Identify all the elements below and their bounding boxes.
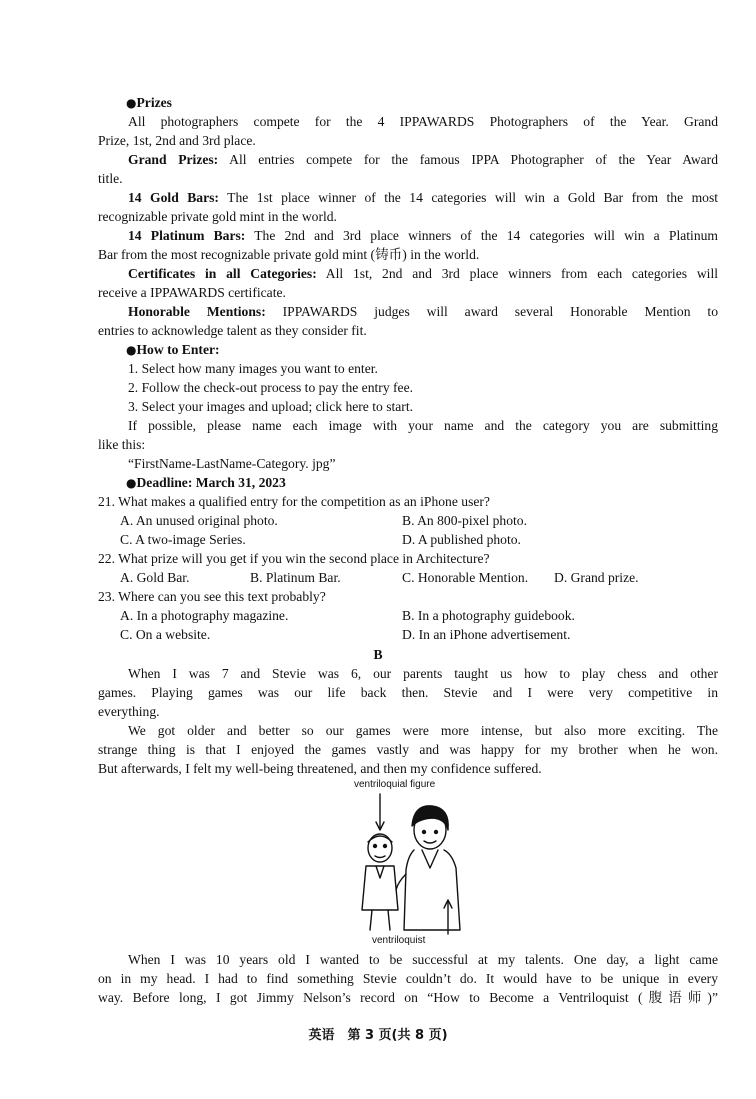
how-to-enter-heading: ●How to Enter: [126,342,220,357]
passage-b-p3-l3: way. Before long, I got Jimmy Nelson’s record on “How to Become a Ventriloquist (腹语师)” [98,990,718,1005]
honorable-label: Honorable Mentions: [128,304,266,319]
q21-option-d: D. A published photo. [402,532,521,547]
ventriloquist-illustration [350,790,470,940]
grand-prizes-text: All entries compete for the famous IPPA Photographer of the Year Award [218,152,718,167]
q23-option-a: A. In a photography magazine. [120,608,289,623]
gold-bars-label: 14 Gold Bars: [128,190,219,205]
filename-example: “FirstName-LastName-Category. jpg” [128,456,336,471]
page-footer: 英语 第 3 页(共 8 页) [308,1028,448,1043]
passage-b-p2: We got older and better so our games were more intense, but also more exciting. The [128,723,718,738]
figure-caption-top: ventriloquial figure [354,779,436,790]
question-23: 23. Where can you see this text probably? [98,589,326,604]
passage-b-label: B [373,647,383,662]
step-3: 3. Select your images and upload; click here to start. [128,399,414,414]
bullet-icon: ● [126,96,137,110]
platinum-bars-label: 14 Platinum Bars: [128,228,246,243]
passage-b-p2-l2: strange thing is that I enjoyed the games vastly and was happy for my brother when he won. [98,742,718,757]
prizes-heading: ●Prizes [126,95,172,110]
q21-option-a: A. An unused original photo. [120,513,278,528]
figure-caption-bottom: ventriloquist [372,935,426,946]
q22-option-c: C. Honorable Mention. [402,570,529,585]
step-1: 1. Select how many images you want to enter. [128,361,378,376]
naming-note: If possible, please name each image with your name and the category you are submitting [128,418,718,433]
question-22: 22. What prize will you get if you win the second place in Architecture? [98,551,490,566]
passage-b-p1-l3: everything. [98,704,160,719]
q23-option-b: B. In a photography guidebook. [402,608,575,623]
passage-b-p3: When I was 10 years old I wanted to be successful at my talents. One day, a light came [128,952,718,967]
certificates-text: All 1st, 2nd and 3rd place winners from each categories will [316,266,718,281]
passage-b-p3-l2: on in my head. I had to find something Stevie couldn’t do. It would have to be unique in every [98,971,718,986]
naming-note-cont: like this: [98,437,146,452]
grand-prizes-label: Grand Prizes: [128,152,219,167]
certificates-cont: receive a IPPAWARDS certificate. [98,285,286,300]
prizes-intro-cont: Prize, 1st, 2nd and 3rd place. [98,133,256,148]
gold-bars-cont: recognizable private gold mint in the world. [98,209,337,224]
gold-bars-text: The 1st place winner of the 14 categories will win a Gold Bar from the most [218,190,719,205]
q22-option-a: A. Gold Bar. [120,570,190,585]
q21-option-c: C. A two-image Series. [120,532,246,547]
q23-option-d: D. In an iPhone advertisement. [402,627,571,642]
q23-option-c: C. On a website. [120,627,211,642]
grand-prizes-cont: title. [98,171,123,186]
certificates-label: Certificates in all Categories: [128,266,317,281]
passage-b-p2-l3: But afterwards, I felt my well-being threatened, and then my confidence suffered. [98,761,542,776]
honorable-text: IPPAWARDS judges will award several Honorable Mention to [265,304,718,319]
passage-b-p1: When I was 7 and Stevie was 6, our parents taught us how to play chess and other [128,666,718,681]
platinum-bars-cont: Bar from the most recognizable private gold mint (铸币) in the world. [98,247,480,262]
honorable-cont: entries to acknowledge talent as they consider fit. [98,323,367,338]
q21-option-b: B. An 800-pixel photo. [402,513,527,528]
platinum-bars-text: The 2nd and 3rd place winners of the 14 categories will win a Platinum [245,228,718,243]
passage-b-p1-l2: games. Playing games was our life back then. Stevie and I were very competitive in [98,685,718,700]
q22-option-b: B. Platinum Bar. [250,570,341,585]
bullet-icon: ● [126,476,137,490]
deadline: ●Deadline: March 31, 2023 [126,475,286,490]
prizes-intro: All photographers compete for the 4 IPPAWARDS Photographers of the Year. Grand [128,114,718,129]
step-2: 2. Follow the check-out process to pay the entry fee. [128,380,414,395]
bullet-icon: ● [126,343,137,357]
question-21: 21. What makes a qualified entry for the competition as an iPhone user? [98,494,490,509]
q22-option-d: D. Grand prize. [554,570,639,585]
